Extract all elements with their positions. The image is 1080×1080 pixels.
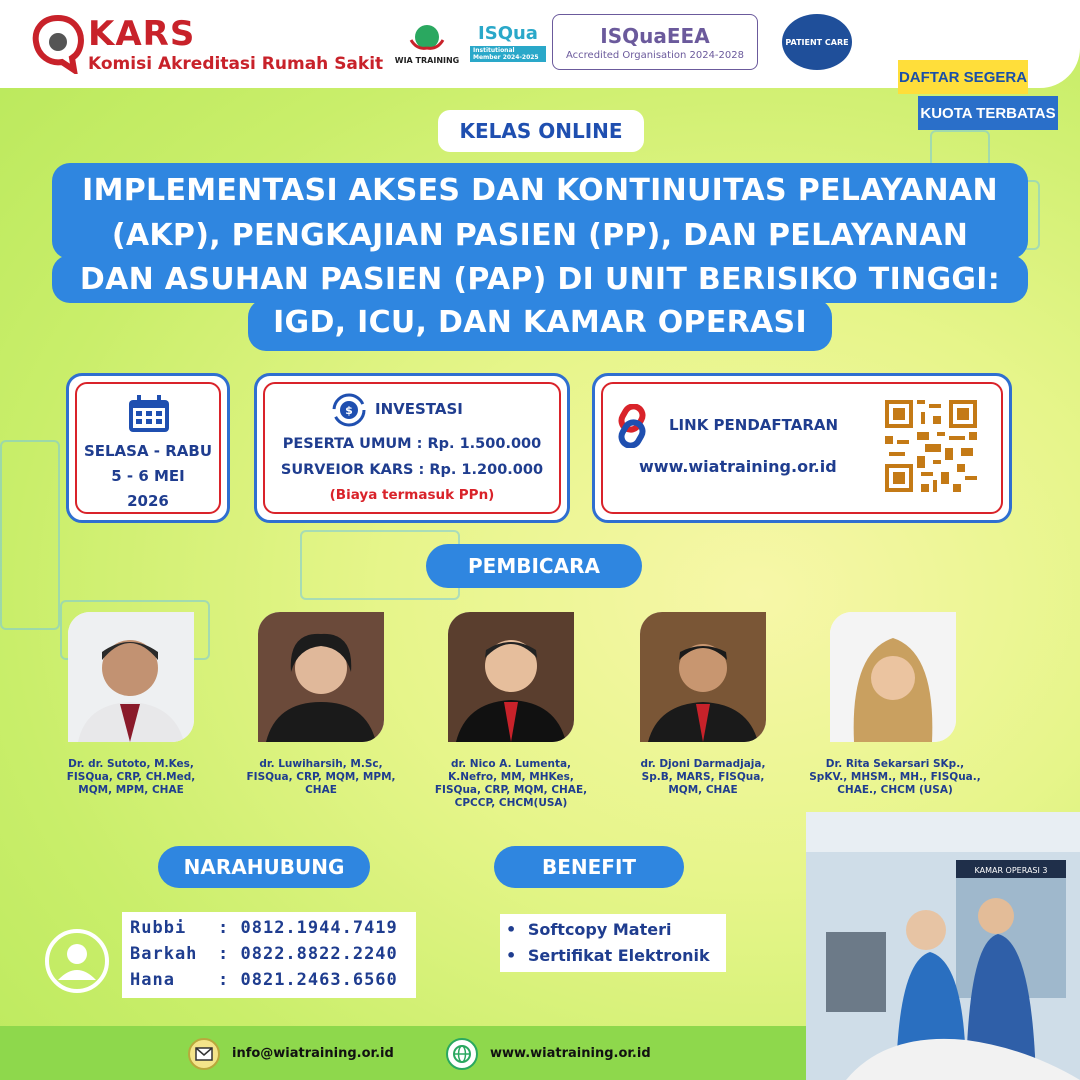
speaker-name-line: FISQua, CRP, CH.Med,: [66, 771, 196, 783]
contact-phone[interactable]: 0822.8822.2240: [240, 944, 398, 964]
registration-url-link[interactable]: www.wiatraining.or.id: [639, 457, 837, 476]
promo-limited-quota: KUOTA TERBATAS: [918, 96, 1058, 130]
schedule-year: 2026: [127, 492, 169, 510]
isquaeea-label: ISQuaEEA: [600, 23, 710, 48]
person-portrait-icon: [68, 612, 194, 742]
contact-phone[interactable]: 0812.1944.7419: [240, 918, 398, 938]
speaker-name: [800, 758, 990, 797]
contact-row: [130, 918, 398, 938]
contacts-heading: NARAHUBUNG: [158, 846, 370, 888]
title-line-1: IMPLEMENTASI AKSES DAN KONTINUITAS PELAYANAN: [82, 173, 998, 208]
person-portrait-icon: [640, 612, 766, 742]
envelope-icon: [188, 1038, 220, 1070]
bullet-icon: •: [506, 920, 517, 939]
speaker-name-line: FISQua, CRP, MQM, CHAE,: [434, 784, 588, 796]
speaker-name-line: dr. Nico A. Lumenta,: [450, 758, 572, 770]
contact-separator: :: [218, 970, 241, 990]
benefits-heading: BENEFIT: [494, 846, 684, 888]
benefit-item: [506, 946, 710, 965]
registration-heading: LINK PENDAFTARAN: [669, 416, 839, 434]
speaker-name-line: K.Nefro, MM, MHKes,: [448, 771, 574, 783]
speaker-name: [426, 758, 596, 810]
isquaeea-logo: [552, 14, 758, 70]
calendar-icon: [127, 394, 171, 434]
title-line-2: (AKP), PENGKAJIAN PASIEN (PP), DAN PELAYANAN: [111, 218, 969, 253]
speakers-heading: PEMBICARA: [426, 544, 642, 588]
benefit-item-label: Sertifikat Elektronik: [527, 946, 710, 965]
benefit-item-label: Softcopy Materi: [527, 920, 672, 939]
contact-person-icon: [44, 928, 110, 994]
speaker-name-line: CHAE: [305, 784, 337, 796]
svg-text:$: $: [345, 404, 353, 417]
registration-card: [592, 373, 1012, 523]
speaker-photo: [258, 612, 384, 742]
speaker-name-line: MQM, CHAE: [668, 784, 738, 796]
footer-website-link[interactable]: www.wiatraining.or.id: [490, 1046, 651, 1061]
kars-short-name: KARS: [88, 14, 196, 54]
patient-care-badge: [782, 14, 852, 70]
contact-name: Hana: [130, 970, 175, 990]
operating-room-photo: [806, 812, 1080, 1080]
title-line-3: DAN ASUHAN PASIEN (PAP) DI UNIT BERISIKO TINGGI:: [79, 262, 1001, 297]
investment-tax-note: (Biaya termasuk PPn): [329, 487, 495, 503]
investment-heading: INVESTASI: [375, 400, 463, 418]
money-cycle-icon: [331, 392, 367, 428]
kars-full-name: Komisi Akreditasi Rumah Sakit: [88, 54, 384, 74]
promo-badge: [898, 60, 1058, 146]
contact-name: Barkah: [130, 944, 198, 964]
isqua-label: ISQua: [478, 22, 538, 44]
speaker-photo: [448, 612, 574, 742]
contact-row: [130, 970, 398, 990]
contact-row: [130, 944, 398, 964]
investment-general-price: PESERTA UMUM : Rp. 1.500.000: [282, 436, 542, 452]
background-cross-shape: [0, 440, 60, 630]
person-portrait-icon: [258, 612, 384, 742]
link-chain-icon: [613, 404, 653, 448]
wia-training-logo: [392, 14, 462, 70]
speaker-name-line: FISQua, CRP, MQM, MPM,: [246, 771, 396, 783]
schedule-dates: 5 - 6 MEI: [111, 467, 185, 485]
speaker-photo: [68, 612, 194, 742]
speaker-name-line: dr. Luwiharsih, M.Sc,: [259, 758, 383, 770]
schedule-days: SELASA - RABU: [83, 442, 213, 460]
person-portrait-icon: [448, 612, 574, 742]
qr-code-icon[interactable]: [885, 400, 977, 492]
operating-room-sign: KAMAR OPERASI 3: [974, 866, 1048, 875]
speaker-name: [236, 758, 406, 797]
promo-register-now: DAFTAR SEGERA: [898, 60, 1028, 94]
isqua-member-label: Institutional Member 2024-2025: [470, 46, 546, 62]
contacts-list: [122, 912, 416, 998]
contact-name: Rubbi: [130, 918, 187, 938]
speaker-name: [46, 758, 216, 797]
kars-emblem-icon: [30, 12, 86, 74]
event-type-label: KELAS ONLINE: [438, 110, 644, 152]
benefits-list: [500, 914, 726, 972]
speaker-name-line: MQM, MPM, CHAE: [78, 784, 184, 796]
benefit-item: [506, 920, 671, 939]
isquaeea-accredited-label: Accredited Organisation 2024-2028: [565, 49, 744, 61]
operating-room-scene-icon: [806, 812, 1080, 1080]
speaker-name-line: CHAE., CHCM (USA): [837, 784, 953, 796]
speaker-name-line: Dr. dr. Sutoto, M.Kes,: [68, 758, 194, 770]
wia-training-label: WIA TRAINING: [394, 55, 460, 65]
globe-hands-icon: [407, 20, 447, 54]
investment-surveyor-price: SURVEIOR KARS : Rp. 1.200.000: [280, 462, 544, 478]
speaker-photo: [830, 612, 956, 742]
isqua-member-logo: [470, 14, 546, 70]
contact-separator: :: [218, 918, 241, 938]
schedule-card: [66, 373, 230, 523]
speaker-name-line: CPCCP, CHCM(USA): [454, 797, 568, 809]
event-title: [52, 163, 1028, 351]
bullet-icon: •: [506, 946, 517, 965]
title-line-4: IGD, ICU, DAN KAMAR OPERASI: [273, 305, 807, 340]
contact-separator: :: [218, 944, 241, 964]
person-portrait-icon: [830, 612, 956, 742]
footer-email-link[interactable]: info@wiatraining.or.id: [232, 1046, 394, 1061]
globe-icon: [446, 1038, 478, 1070]
speaker-name-line: dr. Djoni Darmadjaja,: [640, 758, 766, 770]
speaker-name-line: SpKV., MHSM., MH., FISQua.,: [809, 771, 981, 783]
speaker-name: [618, 758, 788, 797]
speaker-photo: [640, 612, 766, 742]
speaker-name-line: Dr. Rita Sekarsari SKp.,: [825, 758, 965, 770]
kars-logo: [30, 12, 384, 74]
patient-care-label: PATIENT CARE: [785, 37, 849, 47]
contact-phone[interactable]: 0821.2463.6560: [240, 970, 398, 990]
speaker-name-line: Sp.B, MARS, FISQua,: [641, 771, 765, 783]
investment-card: [254, 373, 570, 523]
